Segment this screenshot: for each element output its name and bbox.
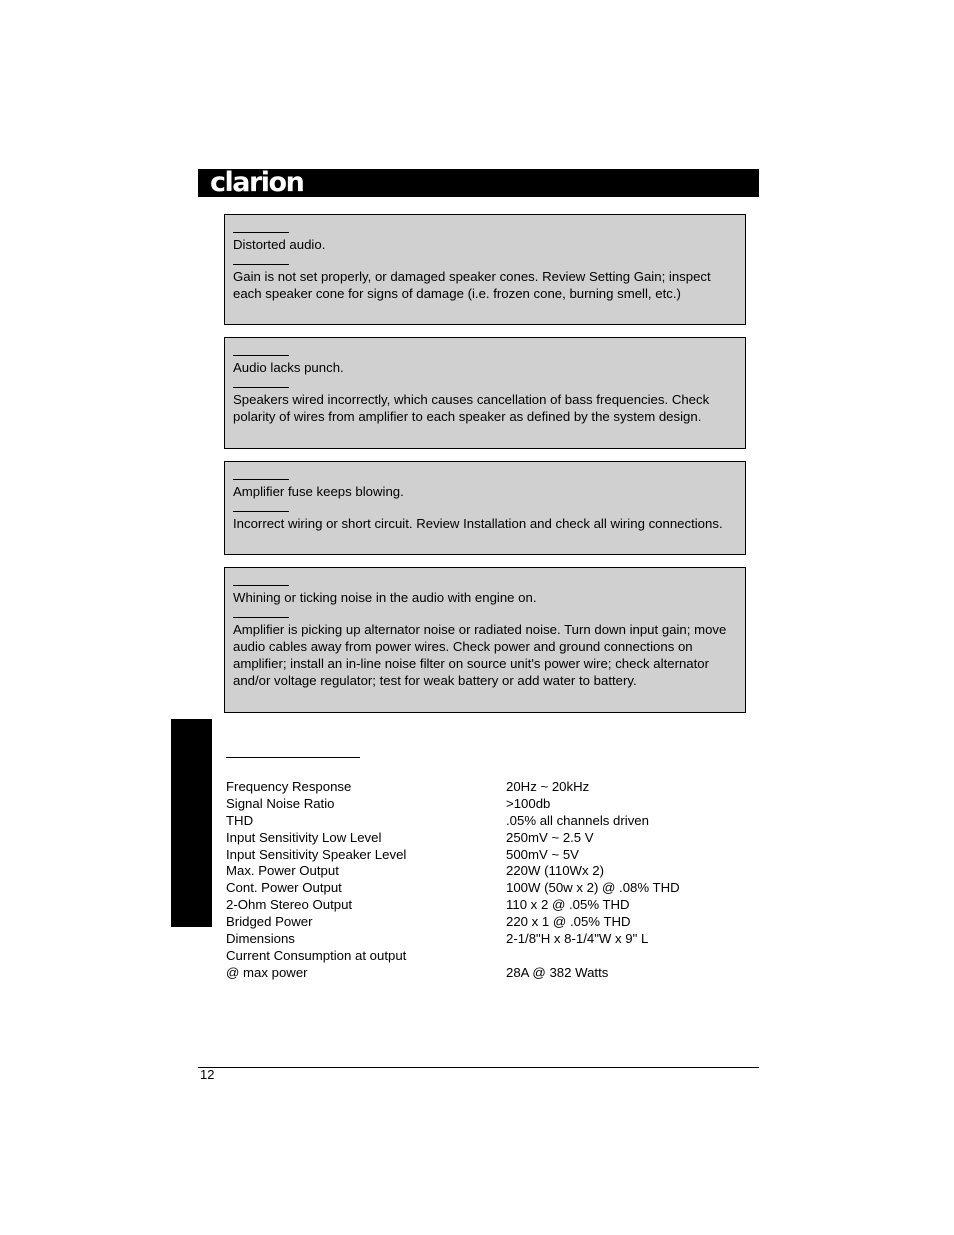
footer-rule [198, 1067, 759, 1068]
spec-label: THD [226, 812, 254, 828]
spec-value: 2-1/8"H x 8-1/4"W x 9" L [506, 931, 649, 947]
spec-value: 500mV ~ 5V [506, 846, 579, 862]
troubleshooting-box [224, 337, 746, 449]
spec-label: Cont. Power Output [226, 880, 342, 896]
problem-text: Amplifier fuse keeps blowing. [233, 484, 404, 499]
solution-rule [233, 264, 289, 265]
solution-rule [233, 511, 289, 512]
section-side-tab [171, 719, 212, 927]
specifications-heading-rule [226, 757, 360, 758]
problem-text: Audio lacks punch. [233, 360, 344, 375]
problem-rule [233, 479, 289, 480]
solution-rule [233, 617, 289, 618]
spec-label: 2-Ohm Stereo Output [226, 897, 353, 913]
spec-row [226, 931, 746, 948]
problem-text: Whining or ticking noise in the audio with engine on. [233, 590, 537, 605]
spec-row [226, 779, 746, 796]
spec-row [226, 813, 746, 830]
spec-row [226, 880, 746, 897]
spec-value: 220W (110Wx 2) [506, 863, 604, 879]
spec-label: Signal Noise Ratio [226, 795, 335, 811]
spec-label: Frequency Response [226, 779, 352, 794]
spec-label: Bridged Power [226, 914, 313, 930]
specifications-list [226, 779, 746, 982]
page-number: 12 [200, 1067, 215, 1082]
spec-value: >100db [506, 795, 551, 811]
solution-text: Incorrect wiring or short circuit. Review Installation and check all wiring connections. [233, 516, 723, 531]
spec-row [226, 914, 746, 931]
spec-row [226, 830, 746, 847]
spec-row [226, 863, 746, 880]
solution-text: Gain is not set properly, or damaged speaker cones. Review Setting Gain; inspect each speaker cone for signs of damage (i.e. frozen cone, burning smell, etc.) [233, 269, 711, 301]
spec-value: 28A @ 382 Watts [506, 964, 609, 980]
problem-rule [233, 355, 289, 356]
spec-value: 110 x 2 @ .05% THD [506, 897, 630, 913]
troubleshooting-box [224, 461, 746, 555]
spec-label: Input Sensitivity Speaker Level [226, 846, 407, 862]
solution-text: Amplifier is picking up alternator noise or radiated noise. Turn down input gain; move audio cables away from power wires. Check power and ground connections on amplifier; install an in-line noise filter on source unit's power wire; check alternator and/or voltage regulator; test for weak battery or add water to battery. [233, 622, 727, 688]
problem-rule [233, 585, 289, 586]
spec-value: 250mV ~ 2.5 V [506, 829, 594, 845]
solution-rule [233, 387, 289, 388]
spec-label: Dimensions [226, 931, 295, 947]
troubleshooting-box [224, 214, 746, 325]
spec-label: @ max power [226, 964, 308, 980]
spec-label: Input Sensitivity Low Level [226, 829, 382, 845]
problem-text: Distorted audio. [233, 237, 326, 252]
spec-value: 100W (50w x 2) @ .08% THD [506, 880, 680, 896]
header-bar [198, 169, 759, 197]
spec-row [226, 965, 746, 982]
clarion-logo: clarion [210, 167, 304, 198]
spec-row [226, 897, 746, 914]
troubleshooting-box [224, 567, 746, 713]
spec-row [226, 948, 746, 965]
spec-value: 20Hz ~ 20kHz [506, 779, 590, 794]
spec-label: Max. Power Output [226, 863, 339, 879]
spec-row [226, 796, 746, 813]
problem-rule [233, 232, 289, 233]
spec-row [226, 847, 746, 864]
spec-value: 220 x 1 @ .05% THD [506, 914, 631, 930]
solution-text: Speakers wired incorrectly, which causes cancellation of bass frequencies. Check polarity of wires from amplifier to each speaker as defined by the system design. [233, 392, 710, 424]
spec-value: .05% all channels driven [506, 812, 649, 828]
spec-label: Current Consumption at output [226, 947, 407, 963]
